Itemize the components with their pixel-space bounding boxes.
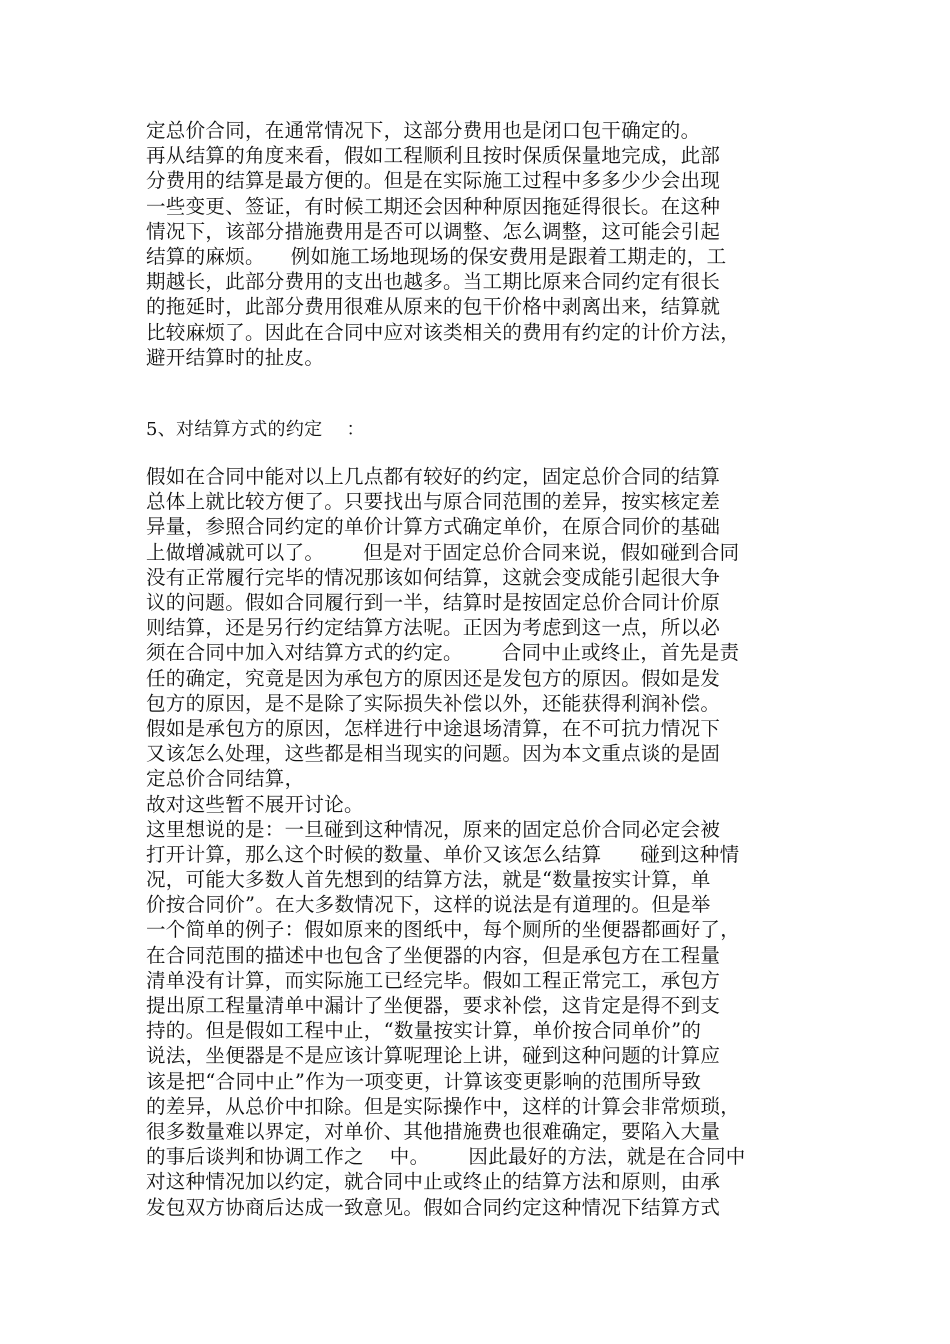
text-line: 假如是承包方的原因，怎样进行中途退场清算，在不可抗力情况下	[146, 716, 721, 740]
text-line: 打开计算，那么这个时候的数量、单价又该怎么结算 碰到这种情	[146, 842, 740, 866]
section-heading: 5、对结算方式的约定 ：	[146, 418, 365, 440]
text-line: 故对这些暂不展开讨论。	[146, 792, 364, 816]
text-line: 异量，参照合同约定的单价计算方式确定单价，在原合同价的基础	[146, 515, 721, 539]
text-line: 发包双方协商后达成一致意见。假如合同约定这种情况下结算方式	[146, 1195, 721, 1219]
text-line: 一个简单的例子：假如原来的图纸中，每个厕所的坐便器都画好了，	[146, 918, 741, 942]
text-line: 提出原工程量清单中漏计了坐便器，要求补偿，这肯定是得不到支	[146, 994, 721, 1017]
text-line: 定总价合同结算，	[146, 767, 305, 791]
document-page	[146, 118, 826, 1220]
text-line: 再从结算的角度来看，假如工程顺利且按时保质保量地完成，此部	[146, 144, 721, 168]
text-line: 假如在合同中能对以上几点都有较好的约定，固定总价合同的结算	[146, 465, 721, 489]
text-line: 在合同范围的描述中也包含了坐便器的内容，但是承包方在工程量	[146, 943, 721, 967]
text-line: 持的。但是假如工程中止，“数量按实计算，单价按合同单价”的	[146, 1019, 702, 1043]
text-line: 的差异，从总价中扣除。但是实际操作中，这样的计算会非常烦琐，	[146, 1094, 741, 1118]
text-line: 包方的原因，是不是除了实际损失补偿以外，还能获得利润补偿。	[146, 691, 721, 715]
text-line: 一些变更、签证，有时候工期还会因种种原因拖延得很长。在这种	[146, 194, 721, 218]
text-line: 该是把“合同中止”作为一项变更，计算该变更影响的范围所导致	[146, 1069, 702, 1093]
text-line: 又该怎么处理，这些都是相当现实的问题。因为本文重点谈的是固	[146, 742, 721, 766]
text-line: 的事后谈判和协调工作之 中。 因此最好的方法，就是在合同中	[146, 1145, 746, 1169]
text-line: 议的问题。假如合同履行到一半，结算时是按固定总价合同计价原	[146, 591, 721, 614]
text-line: 没有正常履行完毕的情况那该如何结算，这就会变成能引起很大争	[146, 565, 721, 589]
spacer	[146, 442, 826, 464]
text-line: 上做增减就可以了。 但是对于固定总价合同来说，假如碰到合同	[146, 540, 740, 564]
text-line: 定总价合同，在通常情况下，这部分费用也是闭口包干确定的。	[146, 119, 701, 142]
text-line: 的拖延时，此部分费用很难从原来的包干价格中剥离出来，结算就	[146, 295, 721, 319]
text-line: 须在合同中加入对结算方式的约定。 合同中止或终止，首先是责	[146, 641, 740, 665]
paragraph-措施费用	[146, 118, 826, 370]
paragraph-结算方式	[146, 464, 826, 1220]
text-line: 说法，坐便器是不是应该计算呢理论上讲，碰到这种问题的计算应	[146, 1044, 721, 1068]
text-line: 情况下，该部分措施费用是否可以调整、怎么调整，这可能会引起	[146, 219, 721, 243]
text-line: 对这种情况加以约定，就合同中止或终止的结算方法和原则，由承	[146, 1170, 721, 1194]
text-line: 则结算，还是另行约定结算方法呢。正因为考虑到这一点，所以必	[146, 616, 721, 640]
text-line: 总体上就比较方便了。只要找出与原合同范围的差异，按实核定差	[146, 490, 721, 514]
text-line: 清单没有计算，而实际施工已经完毕。假如工程正常完工，承包方	[146, 968, 721, 992]
text-line: 分费用的结算是最方便的。但是在实际施工过程中多多少少会出现	[146, 169, 721, 193]
text-line: 况，可能大多数人首先想到的结算方法，就是“数量按实计算，单	[146, 868, 711, 892]
text-line: 结算的麻烦。 例如施工场地现场的保安费用是跟着工期走的，工	[146, 244, 727, 268]
text-line: 期越长，此部分费用的支出也越多。当工期比原来合同约定有很长	[146, 270, 721, 294]
spacer	[146, 370, 826, 417]
text-line: 比较麻烦了。因此在合同中应对该类相关的费用有约定的计价方法，	[146, 320, 741, 344]
text-line: 这里想说的是：一旦碰到这种情况，原来的固定总价合同必定会被	[146, 817, 721, 841]
text-line: 任的确定，究竟是因为承包方的原因还是发包方的原因。假如是发	[146, 666, 721, 690]
text-line: 价按合同价”。在大多数情况下，这样的说法是有道理的。但是举	[146, 893, 711, 917]
text-line: 避开结算时的扯皮。	[146, 345, 325, 369]
text-line: 很多数量难以界定，对单价、其他措施费也很难确定，要陷入大量	[146, 1119, 721, 1143]
